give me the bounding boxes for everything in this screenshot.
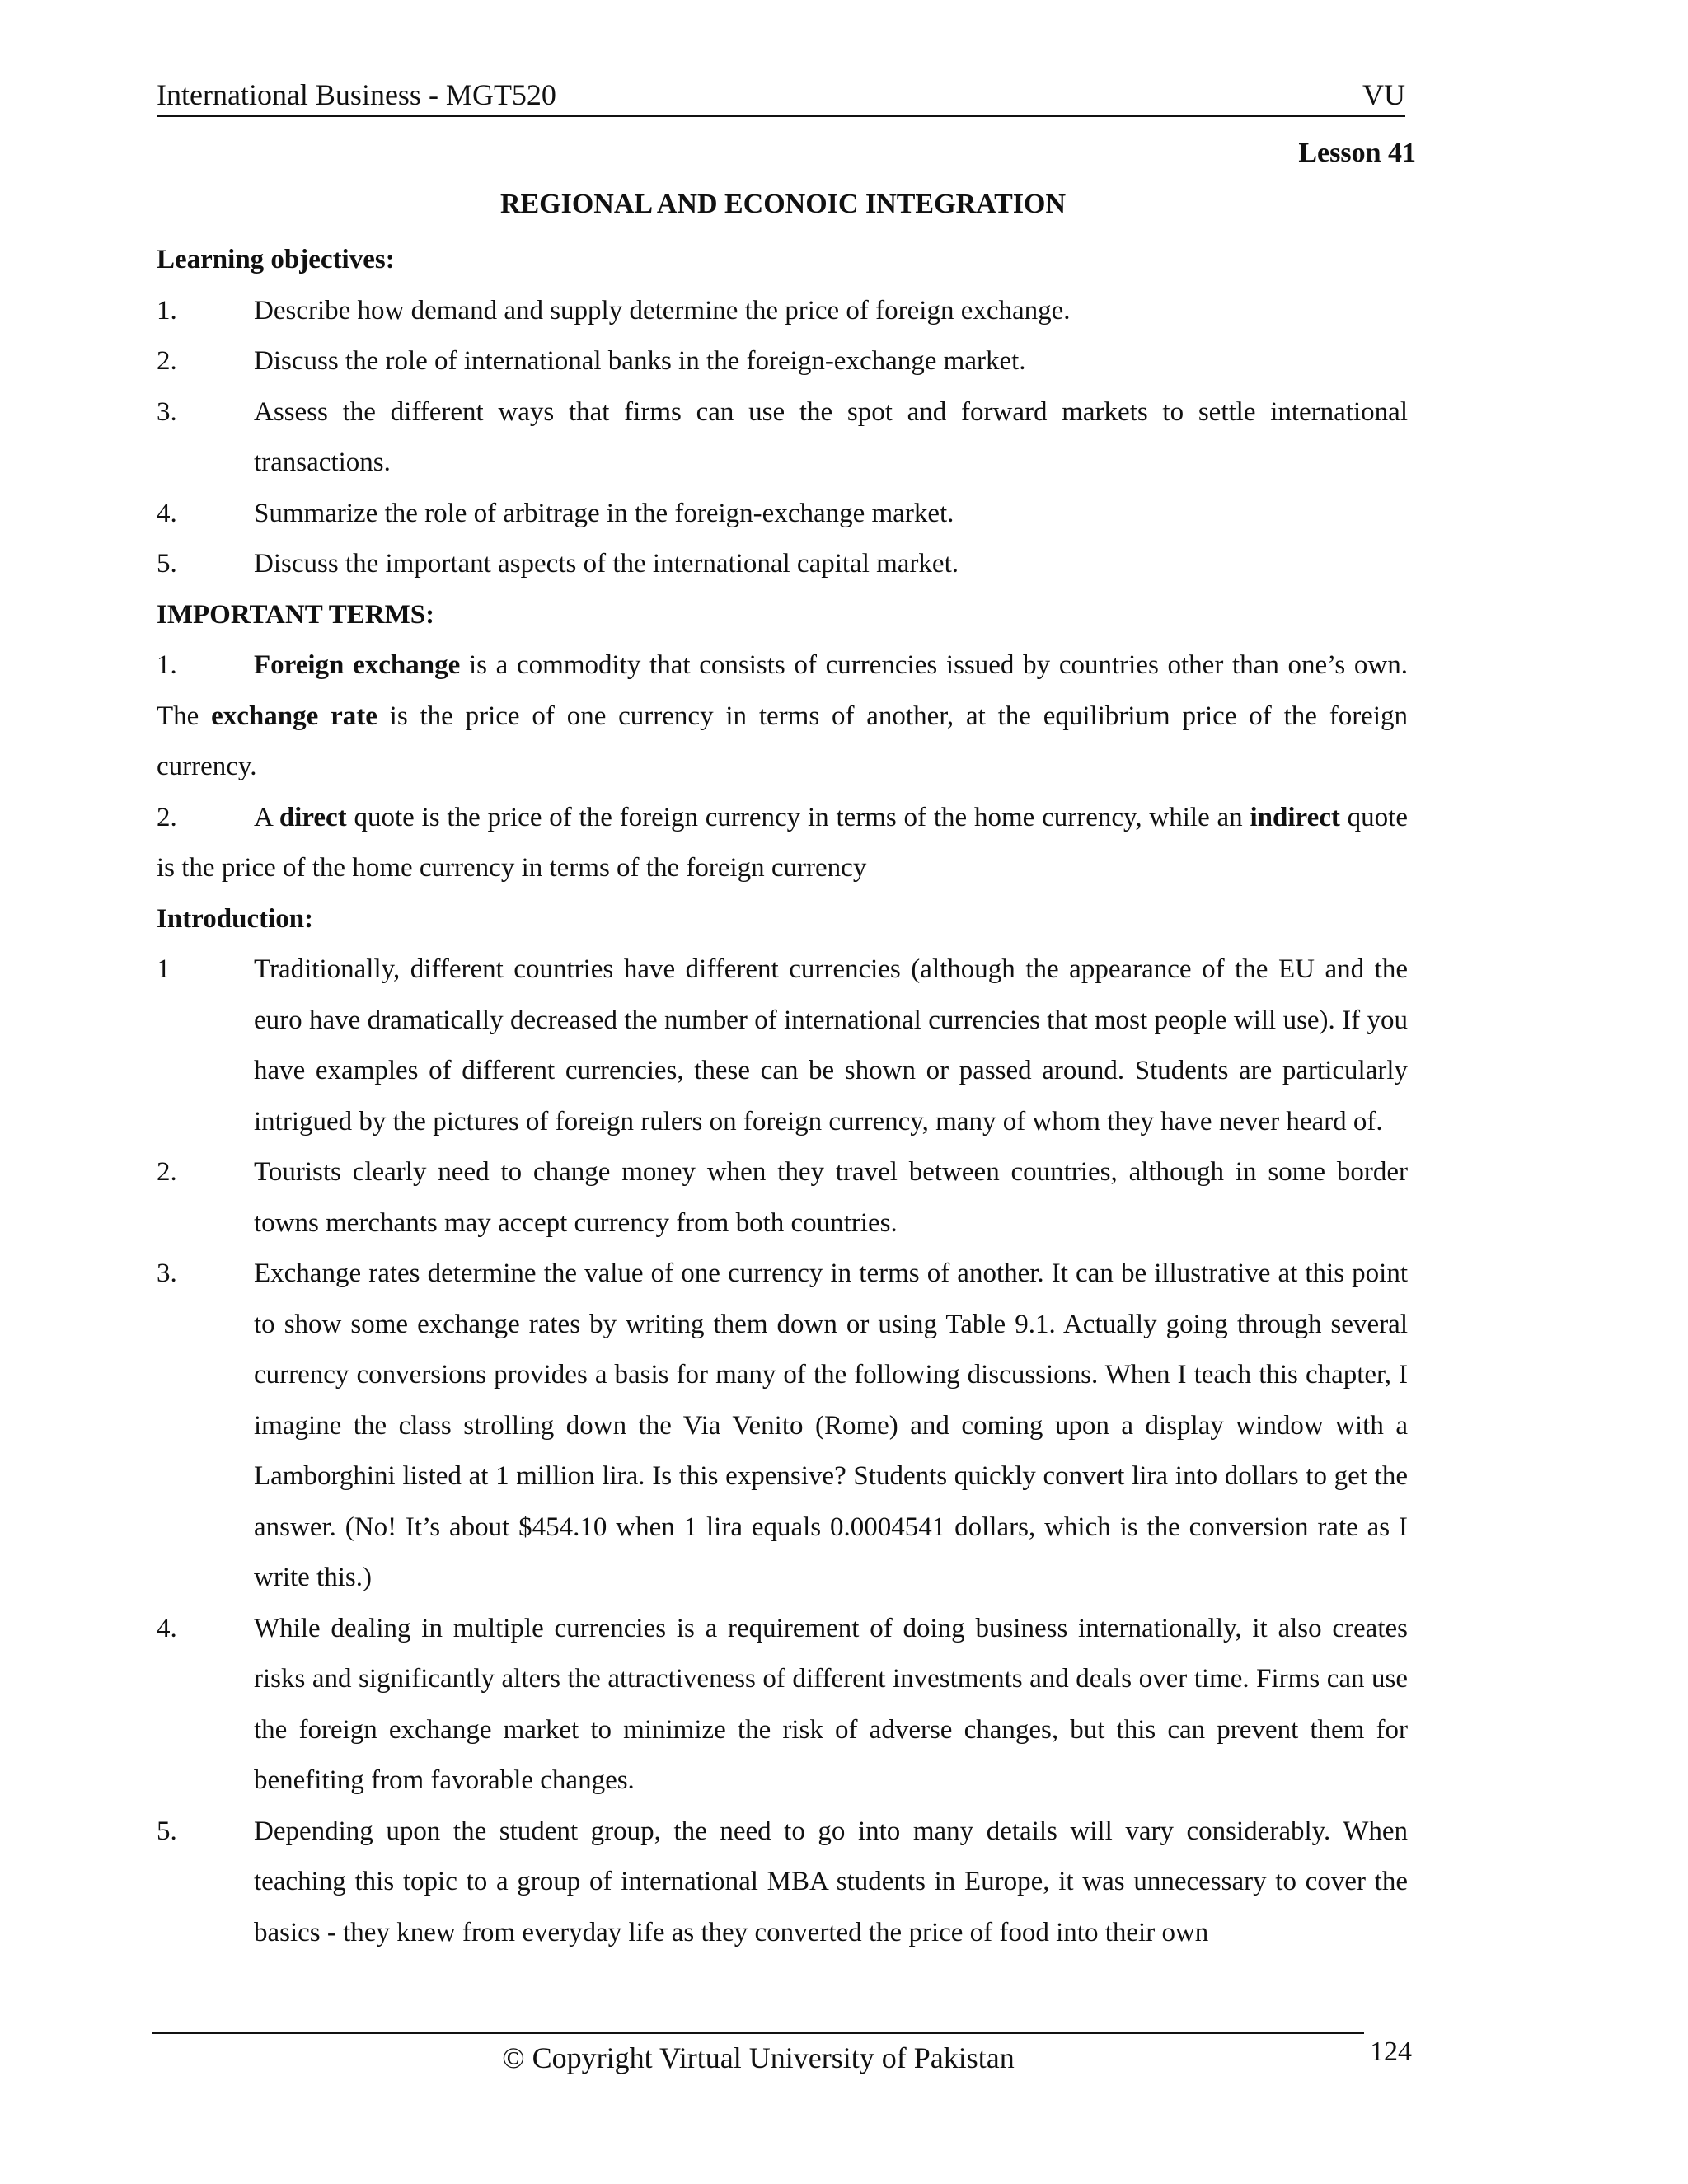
list-number: 1. [157, 295, 177, 326]
term-text: A [254, 802, 279, 832]
footer-copyright: © Copyright Virtual University of Pakistan [502, 2041, 1015, 2074]
term-text: is a commodity that consists of currencies issued by countries other than one’s own. The [157, 650, 1408, 731]
document-body [157, 235, 1408, 1958]
list-item [157, 286, 1408, 337]
list-item [157, 1147, 1408, 1249]
term-bold: Foreign exchange [254, 650, 461, 680]
page-title: REGIONAL AND ECONOIC INTEGRATION [499, 189, 1067, 219]
list-text: Discuss the important aspects of the international capital market. [254, 549, 959, 579]
list-text: Traditionally, different countries have different currencies (although the appearance of the EU and the euro have dramatically decreased the number of international currencies that most people will use). If you have examples of different currencies, these can be shown or passed around. Students are particularly intrigued by the pictures of foreign rulers on foreign currency, many of whom they have never heard of. [254, 954, 1408, 1137]
learning-objectives-heading: Learning objectives: [157, 245, 395, 274]
term-bold: exchange rate [211, 701, 377, 731]
list-item [157, 1249, 1408, 1604]
list-number: 5. [157, 549, 177, 579]
term-text: quote is the price of the home currency in terms of the foreign currency [157, 802, 1408, 883]
lesson-number: Lesson 41 [1298, 138, 1416, 168]
list-item [157, 1604, 1408, 1807]
institution-label: VU [1362, 78, 1405, 111]
list-item [157, 1807, 1408, 1959]
list-number: 4. [157, 1613, 177, 1643]
list-text: Exchange rates determine the value of one currency in terms of another. It can be illustrative at this point to show some exchange rates by writing them down or using Table 9.1. Actually going through several currency conversions provides a basis for many of the following discussions. When I teach this chapter, I imagine the class strolling down the Via Venito (Rome) and coming upon a display window with a Lamborghini listed at 1 million lira. Is this expensive? Students quickly convert lira into dollars to get the answer. (No! It’s about $454.10 when 1 lira equals 0.0004541 dollars, which is the conversion rate as I write this.) [254, 1258, 1408, 1592]
list-item [157, 539, 1408, 590]
list-text: Discuss the role of international banks in the foreign-exchange market. [254, 346, 1026, 376]
list-number: 5. [157, 1816, 177, 1846]
term-bold: direct [279, 802, 347, 832]
list-number: 2. [157, 346, 177, 376]
list-item [157, 336, 1408, 387]
list-item [157, 944, 1408, 1147]
page-number: 124 [1370, 2036, 1412, 2067]
list-number: 1 [157, 954, 171, 984]
term-paragraph [157, 640, 1408, 793]
term-paragraph [157, 793, 1408, 894]
term-text: is the price of one currency in terms of another, at the equilibrium price of the foreign currency. [157, 701, 1408, 781]
list-item [157, 489, 1408, 540]
list-text: Assess the different ways that firms can use the spot and forward markets to settle international transactions. [254, 396, 1408, 477]
introduction-heading: Introduction: [157, 903, 314, 934]
list-text: Depending upon the student group, the need to go into many details will vary considerably. When teaching this topic to a group of international MBA students in Europe, it was unnecessary to cover the basics - they knew from everyday life as they converted the price of food into their own [254, 1816, 1408, 1947]
list-text: Describe how demand and supply determine the price of foreign exchange. [254, 295, 1071, 326]
term-number: 2. [157, 802, 177, 832]
list-number: 2. [157, 1157, 177, 1187]
course-title: International Business - MGT520 [157, 78, 556, 111]
list-text: Summarize the role of arbitrage in the foreign-exchange market. [254, 498, 954, 528]
list-number: 3. [157, 1258, 177, 1288]
list-number: 4. [157, 498, 177, 528]
important-terms-heading: IMPORTANT TERMS: [157, 599, 435, 630]
page-header [157, 76, 1405, 117]
term-number: 1. [157, 650, 177, 680]
list-text: Tourists clearly need to change money when they travel between countries, although in some border towns merchants may accept currency from both countries. [254, 1157, 1408, 1238]
list-text: While dealing in multiple currencies is a requirement of doing business internationally, it also creates risks and significantly alters the attractiveness of different investments and deals over time. Firms can use the foreign exchange market to minimize the risk of adverse changes, but this can prevent them for benefiting from favorable changes. [254, 1613, 1408, 1795]
term-text: quote is the price of the foreign currency in terms of the home currency, while an [346, 802, 1250, 832]
term-bold: indirect [1250, 802, 1340, 832]
list-item [157, 387, 1408, 489]
list-number: 3. [157, 396, 177, 427]
footer-divider [152, 2032, 1364, 2034]
